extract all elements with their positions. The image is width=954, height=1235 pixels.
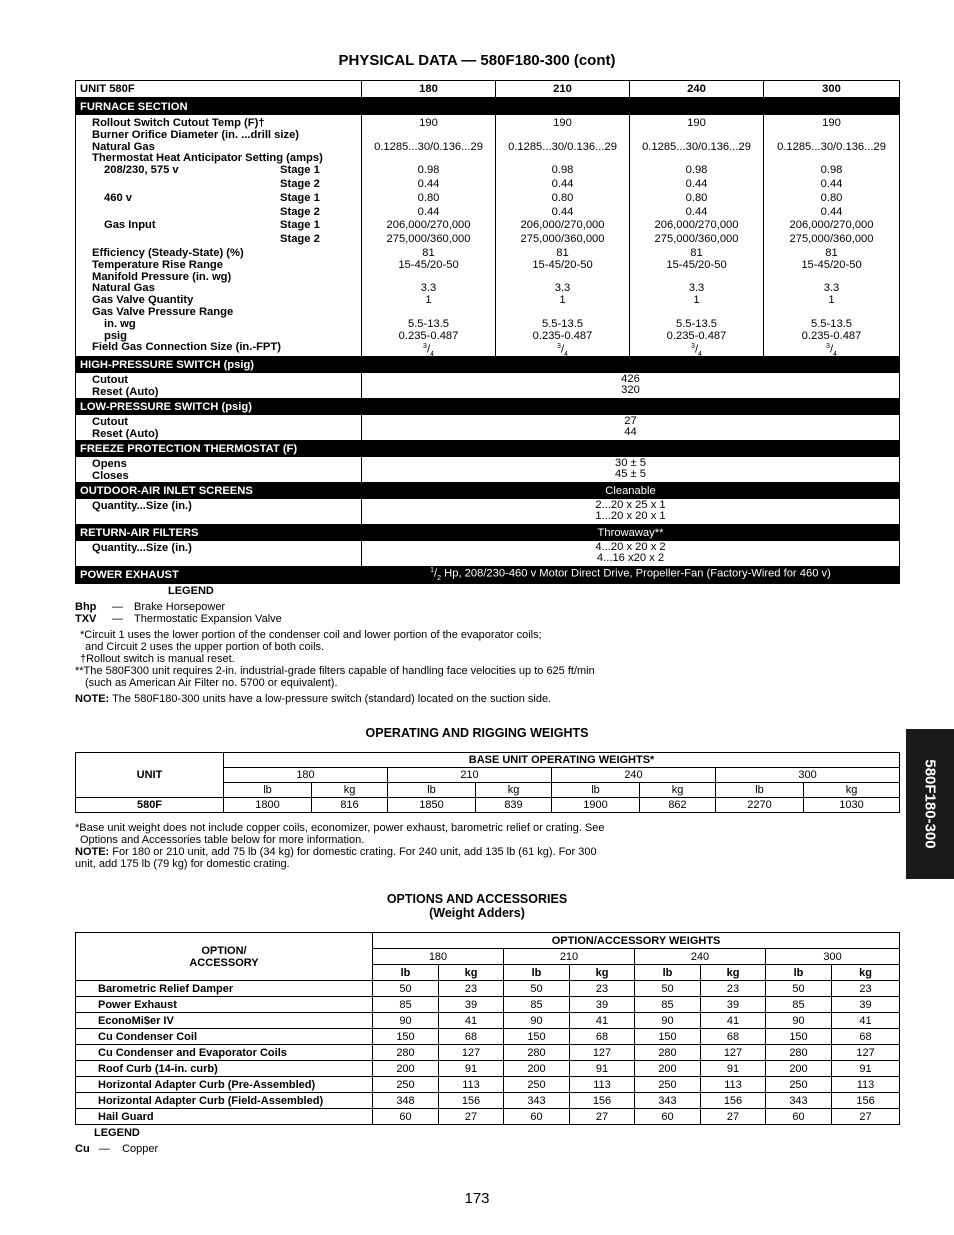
weight-cell: 68 (439, 1029, 504, 1045)
furnace-value: 0.1285...30/0.136...29 (777, 140, 886, 153)
legend2-title: LEGEND (94, 1127, 140, 1139)
furnace-value: 0.1285...30/0.136...29 (374, 140, 483, 153)
footnote-line: *Circuit 1 uses the lower portion of the condenser coil and lower portion of the evaporator coils; (80, 629, 542, 641)
weight-cell: 60 (766, 1109, 832, 1125)
weight-cell: 41 (701, 1013, 766, 1029)
weight-cell: 68 (701, 1029, 766, 1045)
legend-list (75, 601, 282, 625)
furnace-value: $^3/_4$ (557, 343, 568, 359)
weight-cell: 91 (439, 1061, 504, 1077)
furnace-value: 1 (828, 294, 835, 307)
weight-cell: 41 (570, 1013, 635, 1029)
weight-cell: 41 (439, 1013, 504, 1029)
table-row (76, 1093, 900, 1109)
furnace-row-label: Gas Valve Pressure Range (92, 305, 234, 318)
furnace-value: 0.235-0.487 (398, 329, 459, 342)
table-row (76, 997, 900, 1013)
weight-cell: 50 (373, 981, 439, 997)
furnace-value: 0.44 (417, 205, 440, 218)
furnace-value: 0.44 (820, 205, 843, 218)
weight-cell: 280 (504, 1045, 570, 1061)
weight-cell: 150 (504, 1029, 570, 1045)
furnace-value: 275,000/360,000 (520, 233, 605, 246)
legend-item: Bhp — Brake Horsepower (75, 601, 226, 613)
furnace-row-label: Gas Input Stage 1 (104, 219, 320, 232)
furnace-value: 3.3 (823, 282, 840, 295)
weight-cell: 39 (832, 997, 900, 1013)
weight-cell: 27 (832, 1109, 900, 1125)
furnace-value: 0.44 (551, 177, 574, 190)
furnace-value: 81 (690, 246, 703, 259)
furnace-row-label: Burner Orifice Diameter (in. ...drill size) (92, 128, 300, 141)
size-header: 180 (373, 949, 504, 965)
furnace-value: 0.80 (417, 191, 440, 204)
furnace-value: 206,000/270,000 (520, 219, 605, 232)
weight-cell: 156 (439, 1093, 504, 1109)
weight-cell: 60 (635, 1109, 701, 1125)
furnace-value: 0.44 (685, 177, 708, 190)
furnace-value: 190 (419, 117, 438, 129)
weight-cell: 113 (570, 1077, 635, 1093)
return-air-filters-header: RETURN-AIR FILTERS Throwaway** (76, 524, 900, 541)
furnace-value: 0.80 (551, 191, 574, 204)
unit-header: kg (701, 965, 766, 981)
table-row (76, 1061, 900, 1077)
freeze-protection-row: Opens Closes 30 ± 5 45 ± 5 (76, 457, 900, 482)
weight-cell: 127 (439, 1045, 504, 1061)
option-name: Cu Condenser and Evaporator Coils (76, 1045, 373, 1061)
weight-cell: 127 (832, 1045, 900, 1061)
furnace-row-label: 208/230, 575 v Stage 1 (104, 164, 320, 177)
furnace-value: 5.5-13.5 (810, 317, 853, 330)
furnace-value: 1 (559, 294, 566, 307)
weight-cell: 50 (504, 981, 570, 997)
furnace-value: 275,000/360,000 (654, 233, 739, 246)
weight-cell: 1030 (804, 798, 900, 813)
table-row (76, 1109, 900, 1125)
furnace-value: 15-45/20-50 (398, 258, 459, 271)
furnace-value: 206,000/270,000 (386, 219, 471, 232)
physical-data-table (75, 80, 900, 584)
table-row (76, 1013, 900, 1029)
weight-cell: 150 (635, 1029, 701, 1045)
outdoor-air-screens-header: OUTDOOR-AIR INLET SCREENS Cleanable (76, 482, 900, 499)
weight-cell: 250 (635, 1077, 701, 1093)
furnace-value: 190 (822, 117, 841, 129)
unit-header: lb (635, 965, 701, 981)
weight-cell: 348 (373, 1093, 439, 1109)
options-title: OPTIONS AND ACCESSORIES (Weight Adders) (386, 892, 568, 920)
size-col-header: 300 (764, 81, 900, 98)
furnace-value (496, 271, 629, 283)
return-air-filters-row: Quantity...Size (in.) 4...20 x 20 x 2 4...16 x20 x 2 (76, 541, 900, 566)
weight-cell: 127 (701, 1045, 766, 1061)
weight-cell: 343 (635, 1093, 701, 1109)
weight-cell: 280 (766, 1045, 832, 1061)
weight-cell: 113 (832, 1077, 900, 1093)
page-number: 173 (464, 1190, 490, 1207)
furnace-value: $^3/_4$ (423, 343, 434, 359)
weight-cell: 156 (570, 1093, 635, 1109)
size-header: 210 (504, 949, 635, 965)
furnace-value (630, 306, 763, 318)
weight-cell: 91 (832, 1061, 900, 1077)
power-exhaust-row: POWER EXHAUST $^1/_2$ Hp, 208/230-460 v Motor Direct Drive, Propeller-Fan (Factory-Wired for 460 v) (76, 566, 900, 584)
weight-cell: 39 (439, 997, 504, 1013)
low-pressure-switch-row: Cutout Reset (Auto) 27 44 (76, 415, 900, 440)
option-name: Cu Condenser Coil (76, 1029, 373, 1045)
weight-cell: 27 (439, 1109, 504, 1125)
size-col-header: 180 (362, 81, 496, 98)
furnace-value: 0.235-0.487 (532, 329, 593, 342)
weight-cell: 280 (635, 1045, 701, 1061)
operating-weights-table (75, 752, 900, 813)
furnace-row-label: Efficiency (Steady-State) (%) (92, 246, 244, 259)
furnace-value: 0.44 (685, 205, 708, 218)
legend2-item: Cu — Copper (75, 1143, 159, 1155)
footnote-line: (such as American Air Filter no. 5700 or equivalent). (85, 677, 338, 689)
furnace-value: 15-45/20-50 (666, 258, 727, 271)
page-title: PHYSICAL DATA — 580F180-300 (cont) (338, 52, 616, 69)
option-group-header: OPTION/ACCESSORY WEIGHTS (373, 933, 900, 949)
weight-cell: 68 (570, 1029, 635, 1045)
weight-cell: 41 (832, 1013, 900, 1029)
furnace-value: $^3/_4$ (826, 343, 837, 359)
furnace-row-label: Natural Gas (92, 140, 155, 153)
furnace-row-label: Stage 2 (280, 233, 320, 246)
weight-cell: 343 (504, 1093, 570, 1109)
furnace-value: 190 (553, 117, 572, 129)
weight-cell: 27 (701, 1109, 766, 1125)
size-header: 240 (635, 949, 766, 965)
furnace-value (496, 306, 629, 318)
option-name: Power Exhaust (76, 997, 373, 1013)
return-air-filters-type: Throwaway** (362, 524, 900, 541)
furnace-value: 0.98 (685, 164, 708, 177)
furnace-value: 1 (425, 294, 432, 307)
furnace-row-label: Stage 2 (280, 205, 320, 218)
size-header: 300 (716, 768, 900, 783)
size-col-header: 210 (496, 81, 630, 98)
furnace-value: 1 (693, 294, 700, 307)
furnace-value (362, 152, 495, 164)
weight-cell: 23 (570, 981, 635, 997)
weight-cell: 60 (373, 1109, 439, 1125)
furnace-value: 15-45/20-50 (801, 258, 862, 271)
furnace-value (764, 152, 899, 164)
weight-cell: 85 (635, 997, 701, 1013)
furnace-value: 0.80 (685, 191, 708, 204)
weight-cell: 90 (373, 1013, 439, 1029)
furnace-row-label: psig (104, 329, 127, 342)
furnace-value: 275,000/360,000 (789, 233, 874, 246)
weight-cell: 156 (832, 1093, 900, 1109)
weight-cell: 2270 (716, 798, 804, 813)
option-name: EconoMi$er IV (76, 1013, 373, 1029)
furnace-value: 0.235-0.487 (666, 329, 727, 342)
weight-cell: 90 (635, 1013, 701, 1029)
furnace-value (630, 271, 763, 283)
furnace-value: 3.3 (420, 282, 437, 295)
row-label: 580F (76, 798, 224, 813)
weight-cell: 60 (504, 1109, 570, 1125)
option-col-header: OPTION/ ACCESSORY (76, 933, 373, 981)
furnace-value: 5.5-13.5 (541, 317, 584, 330)
weight-cell: 91 (570, 1061, 635, 1077)
furnace-value: 0.44 (820, 177, 843, 190)
unit-header: kg (804, 783, 900, 798)
furnace-row-label: Stage 2 (280, 177, 320, 190)
furnace-value: $^3/_4$ (691, 343, 702, 359)
weight-cell: 1800 (224, 798, 312, 813)
table-header-row (76, 81, 900, 98)
furnace-value: 3.3 (554, 282, 571, 295)
footnote-line: **The 580F300 unit requires 2-in. industrial-grade filters capable of handling face velocities up to 625 ft/min (75, 665, 595, 677)
unit-header: lb (224, 783, 312, 798)
furnace-value: 81 (556, 246, 569, 259)
table-row (76, 1029, 900, 1045)
legend-title: LEGEND (168, 585, 214, 597)
size-header: 300 (766, 949, 900, 965)
weight-cell: 68 (832, 1029, 900, 1045)
footnote-line: and Circuit 2 uses the upper portion of both coils. (85, 641, 325, 653)
side-section-tab: 580F180-300 (906, 729, 954, 879)
size-header: 210 (388, 768, 552, 783)
weight-cell: 23 (832, 981, 900, 997)
weight-cell: 1850 (388, 798, 476, 813)
weight-cell: 250 (766, 1077, 832, 1093)
furnace-row-label: Natural Gas (92, 282, 155, 295)
weight-cell: 250 (373, 1077, 439, 1093)
low-pressure-switch-header: LOW-PRESSURE SWITCH (psig) (76, 398, 900, 415)
furnace-value: 206,000/270,000 (654, 219, 739, 232)
option-name: Roof Curb (14-in. curb) (76, 1061, 373, 1077)
unit-header: kg (439, 965, 504, 981)
furnace-value: 81 (422, 246, 435, 259)
furnace-value: 0.44 (551, 205, 574, 218)
furnace-value: 0.1285...30/0.136...29 (508, 140, 617, 153)
furnace-value: 0.98 (417, 164, 440, 177)
weight-cell: 85 (504, 997, 570, 1013)
size-header: 180 (224, 768, 388, 783)
table-row (76, 981, 900, 997)
furnace-body (76, 115, 900, 356)
footnotes (75, 629, 595, 689)
furnace-row-label: in. wg (104, 317, 136, 330)
group-header: BASE UNIT OPERATING WEIGHTS* (224, 753, 900, 768)
weight-cell: 50 (635, 981, 701, 997)
options-accessories-table (75, 932, 900, 1125)
weight-cell: 127 (570, 1045, 635, 1061)
table-row (76, 1077, 900, 1093)
option-name: Horizontal Adapter Curb (Pre-Assembled) (76, 1077, 373, 1093)
unit-header: UNIT (76, 753, 224, 798)
furnace-value (362, 271, 495, 283)
weight-cell: 862 (640, 798, 716, 813)
weight-cell: 23 (439, 981, 504, 997)
high-pressure-switch-row: Cutout Reset (Auto) 426 320 (76, 373, 900, 398)
furnace-value (630, 152, 763, 164)
furnace-value: 206,000/270,000 (789, 219, 874, 232)
furnace-row-label: Rollout Switch Cutout Temp (F)† (92, 117, 265, 129)
furnace-value: 15-45/20-50 (532, 258, 593, 271)
weight-cell: 200 (373, 1061, 439, 1077)
option-name: Barometric Relief Damper (76, 981, 373, 997)
high-pressure-switch-header: HIGH-PRESSURE SWITCH (psig) (76, 356, 900, 373)
weight-cell: 85 (373, 997, 439, 1013)
outdoor-air-screens-type: Cleanable (362, 482, 900, 499)
section-header: FURNACE SECTION (76, 98, 900, 116)
furnace-value: 0.1285...30/0.136...29 (642, 140, 751, 153)
weight-cell: 200 (504, 1061, 570, 1077)
furnace-value: 190 (687, 117, 706, 129)
unit-header: lb (373, 965, 439, 981)
outdoor-air-screens-row: Quantity...Size (in.) 2...20 x 25 x 1 1...20 x 20 x 1 (76, 499, 900, 524)
note-physical: NOTE: The 580F180-300 units have a low-pressure switch (standard) located on the suction side. (75, 693, 552, 705)
weight-cell: 50 (766, 981, 832, 997)
weight-cell: 27 (570, 1109, 635, 1125)
table-row (76, 1045, 900, 1061)
size-col-header: 240 (630, 81, 764, 98)
weight-cell: 39 (701, 997, 766, 1013)
size-header: 240 (552, 768, 716, 783)
furnace-value: 0.44 (417, 177, 440, 190)
option-name: Horizontal Adapter Curb (Field-Assembled) (76, 1093, 373, 1109)
furnace-value: 3.3 (688, 282, 705, 295)
weights-title: OPERATING AND RIGGING WEIGHTS (365, 726, 589, 740)
weight-cell: 343 (766, 1093, 832, 1109)
furnace-value (362, 306, 495, 318)
unit-header: kg (832, 965, 900, 981)
weight-cell: 90 (766, 1013, 832, 1029)
furnace-value: 275,000/360,000 (386, 233, 471, 246)
furnace-value: 0.80 (820, 191, 843, 204)
weight-cell: 85 (766, 997, 832, 1013)
unit-header: kg (312, 783, 388, 798)
furnace-value: 5.5-13.5 (675, 317, 718, 330)
furnace-value: 0.98 (820, 164, 843, 177)
unit-header: lb (388, 783, 476, 798)
furnace-value: 0.235-0.487 (801, 329, 862, 342)
furnace-row-label: Temperature Rise Range (92, 258, 223, 271)
furnace-row-label: Gas Valve Quantity (92, 294, 194, 307)
furnace-row-label: Thermostat Heat Anticipator Setting (amps) (92, 152, 323, 165)
weight-cell: 200 (635, 1061, 701, 1077)
weight-cell: 113 (439, 1077, 504, 1093)
weight-cell: 150 (373, 1029, 439, 1045)
furnace-value (764, 129, 899, 141)
unit-col-header: UNIT 580F (76, 81, 362, 98)
furnace-value (764, 306, 899, 318)
furnace-value (630, 129, 763, 141)
legend-item: TXV — Thermostatic Expansion Valve (75, 613, 282, 625)
weight-cell: 200 (766, 1061, 832, 1077)
weight-cell: 839 (476, 798, 552, 813)
furnace-value (362, 129, 495, 141)
weights-footnote: *Base unit weight does not include copper coils, economizer, power exhaust, barometric relief or crating. See Options and Accessories table below for more information. NOTE: For 180 or 210 unit, add 75 lb (34 kg) for domestic crating. For 240 unit, add 135 lb (61 kg). For 300 unit, add 175 lb (79 kg) for domestic crating. (75, 822, 605, 870)
unit-header: kg (640, 783, 716, 798)
furnace-row-label: Manifold Pressure (in. wg) (92, 270, 232, 283)
unit-header: kg (476, 783, 552, 798)
weight-cell: 1900 (552, 798, 640, 813)
weight-cell: 816 (312, 798, 388, 813)
weight-cell: 113 (701, 1077, 766, 1093)
furnace-value: 5.5-13.5 (407, 317, 450, 330)
weight-cell: 280 (373, 1045, 439, 1061)
weight-cell: 250 (504, 1077, 570, 1093)
unit-header: lb (552, 783, 640, 798)
furnace-row-label: Field Gas Connection Size (in.-FPT) (92, 341, 281, 354)
furnace-value (496, 129, 629, 141)
unit-header: kg (570, 965, 635, 981)
weight-cell: 150 (766, 1029, 832, 1045)
weight-cell: 23 (701, 981, 766, 997)
option-name: Hail Guard (76, 1109, 373, 1125)
furnace-value: 81 (825, 246, 838, 259)
unit-header: lb (504, 965, 570, 981)
weight-cell: 39 (570, 997, 635, 1013)
unit-header: lb (716, 783, 804, 798)
furnace-row-label: 460 v Stage 1 (104, 191, 320, 204)
furnace-value (496, 152, 629, 164)
furnace-value (764, 271, 899, 283)
weight-cell: 156 (701, 1093, 766, 1109)
footnote-line: †Rollout switch is manual reset. (80, 653, 235, 665)
unit-header: lb (766, 965, 832, 981)
freeze-protection-header: FREEZE PROTECTION THERMOSTAT (F) (76, 440, 900, 457)
weight-cell: 91 (701, 1061, 766, 1077)
weight-cell: 90 (504, 1013, 570, 1029)
furnace-value: 0.98 (551, 164, 574, 177)
